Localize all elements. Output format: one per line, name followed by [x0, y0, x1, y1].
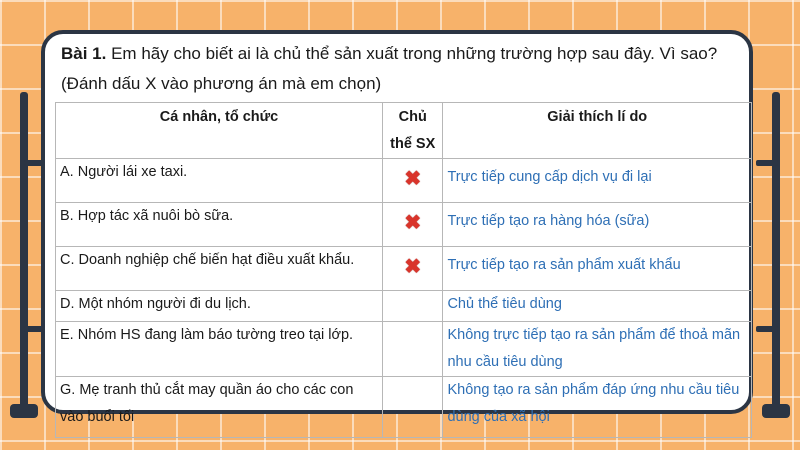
- row-actor: B. Hợp tác xã nuôi bò sữa.: [56, 203, 383, 247]
- row-actor: E. Nhóm HS đang làm báo tường treo tại lớp.: [56, 322, 383, 377]
- answer-table: [55, 102, 752, 438]
- exercise-prompt: Em hãy cho biết ai là chủ thể sản xuất trong những trường hợp sau đây. Vì sao?: [111, 44, 718, 63]
- row-mark-cell[interactable]: [382, 247, 442, 291]
- header-actor: Cá nhân, tổ chức: [56, 103, 383, 159]
- row-actor: A. Người lái xe taxi.: [56, 159, 383, 203]
- table-row: [56, 247, 752, 291]
- table-row: [56, 322, 752, 377]
- row-mark-cell[interactable]: [382, 203, 442, 247]
- question-line: [61, 39, 751, 69]
- easel-right-foot: [762, 404, 790, 418]
- row-mark-cell[interactable]: [382, 159, 442, 203]
- row-reason: Trực tiếp tạo ra hàng hóa (sữa): [443, 203, 752, 247]
- x-mark-icon: ✖: [404, 168, 422, 190]
- easel-left-post: [20, 92, 28, 414]
- question-text: [61, 39, 751, 99]
- row-mark-cell[interactable]: [382, 322, 442, 377]
- table-row: [56, 159, 752, 203]
- row-reason: Chủ thể tiêu dùng: [443, 291, 752, 322]
- table-row: [56, 291, 752, 322]
- row-actor: G. Mẹ tranh thủ cắt may quần áo cho các con vào buổi tối: [56, 377, 383, 438]
- row-actor: D. Một nhóm người đi du lịch.: [56, 291, 383, 322]
- row-reason: Trực tiếp tạo ra sản phẩm xuất khẩu: [443, 247, 752, 291]
- row-reason: Trực tiếp cung cấp dịch vụ đi lại: [443, 159, 752, 203]
- easel-right-post: [772, 92, 780, 414]
- table-row: [56, 377, 752, 438]
- x-mark-icon: ✖: [404, 256, 422, 278]
- header-reason: Giải thích lí do: [443, 103, 752, 159]
- exercise-label: Bài 1.: [61, 44, 107, 63]
- header-producer-line1: Chủ: [398, 109, 427, 125]
- x-mark-icon: ✖: [404, 212, 422, 234]
- table-header-row: [56, 103, 752, 159]
- table-row: [56, 203, 752, 247]
- exercise-instruction: (Đánh dấu X vào phương án mà em chọn): [61, 74, 382, 93]
- header-producer: [382, 103, 442, 159]
- row-reason: Không trực tiếp tạo ra sản phẩm để thoả mãn nhu cầu tiêu dùng: [443, 322, 752, 377]
- header-producer-line2: thể SX: [390, 136, 436, 152]
- row-reason: Không tạo ra sản phẩm đáp ứng nhu cầu tiêu dùng của xã hội: [443, 377, 752, 438]
- row-mark-cell[interactable]: [382, 377, 442, 438]
- whiteboard: [41, 30, 753, 425]
- easel-right-arm-top: [756, 160, 778, 166]
- easel-left-foot: [10, 404, 38, 418]
- easel-right-arm-bottom: [756, 326, 778, 332]
- row-mark-cell[interactable]: [382, 291, 442, 322]
- row-actor: C. Doanh nghiệp chế biến hạt điều xuất khẩu.: [56, 247, 383, 291]
